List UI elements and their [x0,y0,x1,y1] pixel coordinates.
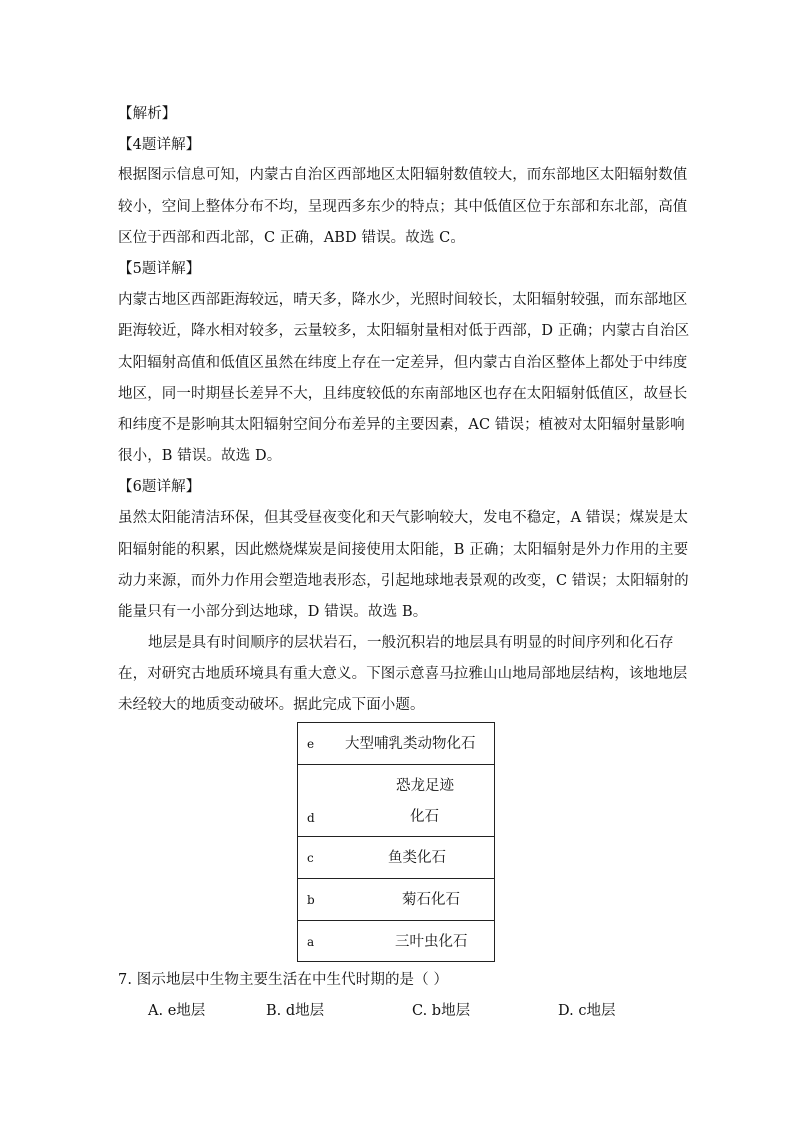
q5-line-6: 很小，B 错误。故选 D。 [118,448,282,464]
q7-option-d[interactable]: D. c地层 [558,1003,616,1019]
layer-letter: d [307,811,315,825]
layer-letter: a [307,935,315,949]
q6-line-2: 阳辐射能的积累，因此燃烧煤炭是间接使用太阳能，B 正确；太阳辐射是外力作用的主要 [118,542,689,558]
layer-fossil-line-1: 恐龙足迹 [396,778,454,794]
q4-line-1: 根据图示信息可知，内蒙古自治区西部地区太阳辐射数值较大，而东部地区太阳辐射数值 [118,167,688,183]
q5-line-4: 地区，同一时期昼长差异不大，且纬度较低的东南部地区也存在太阳辐射低值区，故昼长 [118,386,688,402]
q4-line-2: 较小，空间上整体分布不均，呈现西多东少的特点；其中低值区位于东部和东北部，高值 [118,199,688,215]
q4-line-3: 区位于西部和西北部，C 正确，ABD 错误。故选 C。 [118,230,465,246]
layer-letter: e [307,737,315,751]
strata-layer-a [298,921,494,961]
layer-fossil: 菊石化石 [402,892,460,908]
layer-fossil: 鱼类化石 [388,850,446,866]
q6-line-3: 动力来源，而外力作用会塑造地表形态，引起地球地表景观的改变，C 错误；太阳辐射的 [118,573,689,589]
q6-line-4: 能量只有一小部分到达地球，D 错误。故选 B。 [118,604,428,620]
q5-heading: 【5题详解】 [118,261,201,277]
q5-line-1: 内蒙古地区西部距海较远，晴天多，降水少，光照时间较长，太阳辐射较强，而东部地区 [118,292,688,308]
strata-layer-e [298,723,494,765]
layer-fossil: 大型哺乳类动物化石 [345,736,476,752]
q5-line-3: 太阳辐射高值和低值区虽然在纬度上存在一定差异，但内蒙古自治区整体上都处于中纬度 [118,355,688,371]
strata-layer-d [298,765,494,837]
q7-option-b[interactable]: B. d地层 [266,1003,325,1019]
q7-option-c[interactable]: C. b地层 [412,1003,471,1019]
q5-line-5: 和纬度不是影响其太阳辐射空间分布差异的主要因素，AC 错误；植被对太阳辐射量影响 [118,417,685,433]
layer-fossil: 三叶虫化石 [395,934,468,950]
q4-heading: 【4题详解】 [118,137,201,153]
q6-line-1: 虽然太阳能清洁环保，但其受昼夜变化和天气影响较大，发电不稳定，A 错误；煤炭是太 [118,510,689,526]
q6-heading: 【6题详解】 [118,479,201,495]
strata-layer-c [298,837,494,879]
q7-stem: 7. 图示地层中生物主要生活在中生代时期的是（ ） [118,972,449,988]
intro-line-3: 未经较大的地质变动破坏。据此完成下面小题。 [118,697,425,713]
strata-diagram [297,722,495,962]
layer-letter: c [307,851,314,865]
analysis-heading: 【解析】 [118,106,177,122]
strata-layer-b [298,879,494,921]
intro-line-1: 地层是具有时间顺序的层状岩石，一般沉积岩的地层具有明显的时间序列和化石存 [148,635,674,651]
q5-line-2: 距海较近，降水相对较多，云量较多，太阳辐射量相对低于西部，D 正确；内蒙古自治区 [118,323,690,339]
layer-letter: b [307,893,315,907]
q7-option-a[interactable]: A. e地层 [148,1003,206,1019]
layer-fossil-line-2: 化石 [410,809,439,825]
intro-line-2: 在，对研究古地质环境具有重大意义。下图示意喜马拉雅山山地局部地层结构，该地地层 [118,666,688,682]
